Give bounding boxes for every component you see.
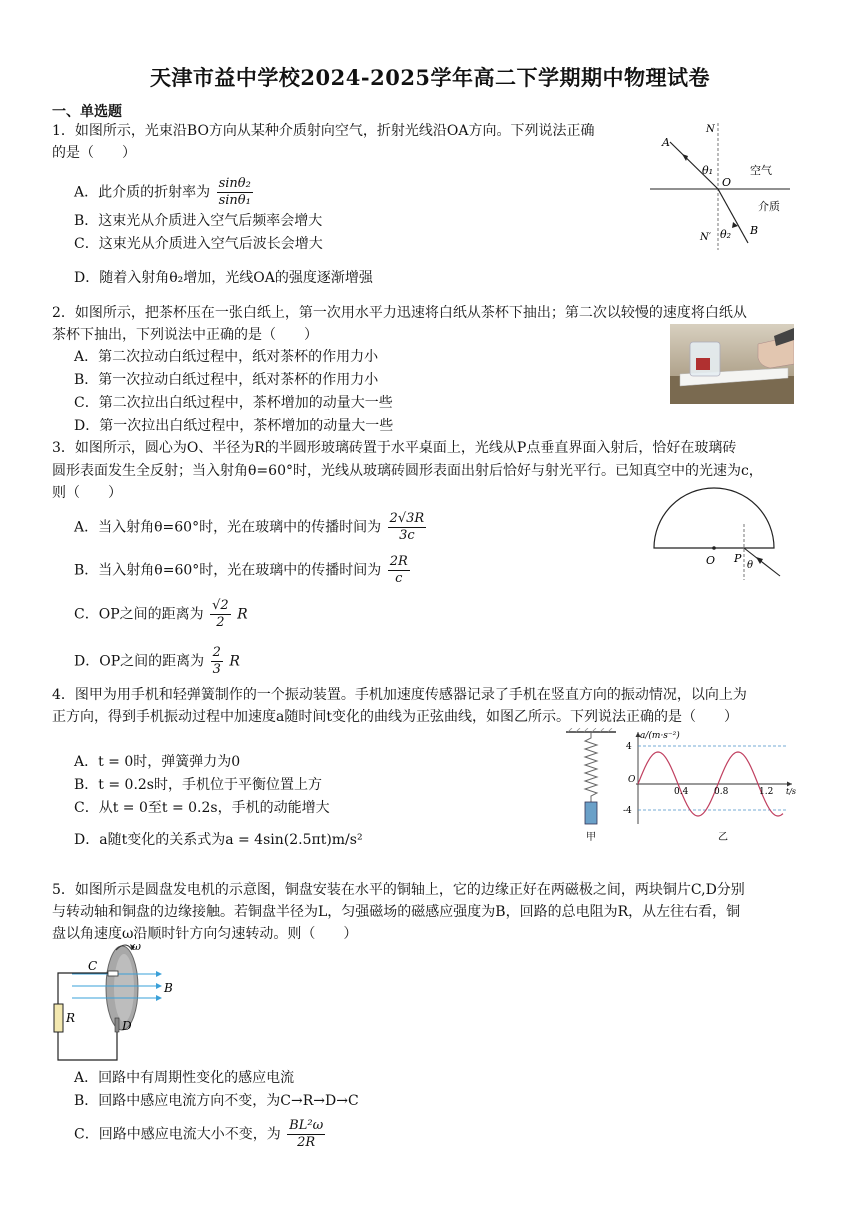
page-title: 天津市益中学校2024-2025学年高二下学期期中物理试卷 bbox=[149, 65, 711, 90]
q4-stem-line2: 正方向，得到手机振动过程中加速度a随时间t变化的曲线为正弦曲线，如图乙所示。下列说法正确的是（ ） bbox=[52, 709, 738, 725]
q3-option-d[interactable] bbox=[74, 645, 240, 678]
t-tick-3: 1.2 bbox=[759, 787, 774, 797]
fig-label-r: R bbox=[66, 1011, 76, 1025]
q3-option-d-den: 3 bbox=[212, 662, 221, 677]
section-heading: 一、单选题 bbox=[52, 104, 122, 120]
q1-option-c[interactable]: C．这束光从介质进入空气后波长会增大 bbox=[74, 236, 323, 252]
q3-option-a-fraction bbox=[388, 511, 427, 544]
spring bbox=[585, 732, 597, 802]
q3-stem-line2: 圆形表面发生全反射；当入射角θ=60°时，光线从玻璃砖圆形表面出射后恰好与射光平行。已知真空中的光速为c， bbox=[52, 463, 763, 479]
origin-label: O bbox=[628, 775, 636, 785]
q1-stem-line1: 1．如图所示，光束沿BO方向从某种介质射向空气，折射光线沿OA方向。下列说法正确 bbox=[52, 123, 595, 139]
t-tick-2: 0.8 bbox=[714, 787, 729, 797]
brush-c bbox=[108, 971, 118, 976]
q5-option-c[interactable] bbox=[74, 1118, 327, 1151]
t-axis-arrow bbox=[787, 782, 792, 787]
q3-option-c[interactable] bbox=[74, 598, 248, 631]
fig-label-omega: ω bbox=[132, 940, 141, 953]
q3-option-d-text: D．OP之间的距离为 bbox=[74, 653, 205, 670]
q5-disk-generator-figure bbox=[52, 936, 192, 1066]
phone bbox=[585, 802, 597, 824]
q4-stem-line1: 4．图甲为用手机和轻弹簧制作的一个振动装置。手机加速度传感器记录了手机在竖直方向的振动情况，以向上为 bbox=[52, 687, 747, 703]
y-tick-top: 4 bbox=[626, 742, 632, 752]
q3-option-d-r: R bbox=[229, 653, 240, 670]
fig-label-theta1: θ₁ bbox=[702, 164, 714, 177]
fig-label-yi: 乙 bbox=[718, 832, 728, 843]
q2-stem-line2: 茶杯下抽出，下列说法中正确的是（ ） bbox=[52, 327, 318, 343]
q3-option-d-fraction bbox=[211, 645, 223, 678]
fig-label-o: O bbox=[706, 554, 716, 567]
q2-option-d[interactable]: D．第一次拉出白纸过程中，茶杯增加的动量大一些 bbox=[74, 418, 394, 434]
center-dot bbox=[712, 546, 716, 550]
q3-semicircle-figure bbox=[648, 484, 788, 584]
q3-stem-line3: 则（ ） bbox=[52, 485, 122, 501]
fig-label-c: C bbox=[88, 959, 98, 973]
q2-option-b[interactable]: B．第一次拉动白纸过程中，纸对茶杯的作用力小 bbox=[74, 372, 379, 388]
q3-option-a-den: 3c bbox=[399, 528, 415, 543]
q1-option-a-text: A．此介质的折射率为 bbox=[74, 184, 211, 201]
fig-label-medium: 介质 bbox=[758, 200, 780, 213]
fig-label-b: B bbox=[164, 981, 173, 995]
t-tick-1: 0.4 bbox=[674, 787, 689, 797]
q3-option-c-text: C．OP之间的距离为 bbox=[74, 606, 204, 623]
q5-option-c-text: C．回路中感应电流大小不变，为 bbox=[74, 1126, 281, 1143]
disk-face bbox=[114, 954, 134, 1022]
q1-stem-line2: 的是（ ） bbox=[52, 145, 136, 161]
q3-option-c-fraction bbox=[210, 598, 231, 631]
q4-option-d[interactable]: D．a随t变化的关系式为a = 4sin(2.5πt)m/s² bbox=[74, 832, 363, 848]
q5-option-b[interactable]: B．回路中感应电流方向不变，为C→R→D→C bbox=[74, 1093, 359, 1109]
q5-option-c-den: 2R bbox=[297, 1135, 316, 1150]
q4-option-c[interactable]: C．从t = 0至t = 0.2s，手机的动能增大 bbox=[74, 800, 330, 816]
fig-label-n: N bbox=[706, 124, 715, 135]
fig-label-d: D bbox=[122, 1019, 132, 1033]
q4-option-a[interactable]: A．t = 0时，弹簧弹力为0 bbox=[74, 754, 241, 770]
brush-d bbox=[115, 1018, 119, 1032]
q1-refraction-figure bbox=[640, 118, 800, 254]
q1-option-a-num: sinθ₂ bbox=[218, 176, 251, 191]
q5-stem-line1: 5．如图所示是圆盘发电机的示意图，铜盘安装在水平的铜轴上，它的边缘正好在两磁极之间，两块铜片C,D分别 bbox=[52, 882, 745, 898]
q5-option-c-num: BL²ω bbox=[289, 1118, 324, 1133]
q3-option-c-r: R bbox=[237, 606, 248, 623]
q2-option-a[interactable]: A．第二次拉动白纸过程中，纸对茶杯的作用力小 bbox=[74, 349, 379, 365]
q5-option-c-fraction bbox=[287, 1118, 325, 1151]
q3-option-b-den: c bbox=[395, 571, 403, 586]
q3-option-a-num: 2√3R bbox=[389, 511, 425, 526]
q2-teacup-photo bbox=[670, 324, 794, 404]
q1-option-a-fraction bbox=[217, 176, 253, 209]
resistor bbox=[54, 1004, 63, 1032]
q5-option-a[interactable]: A．回路中有周期性变化的感应电流 bbox=[74, 1070, 295, 1086]
q2-option-c[interactable]: C．第二次拉出白纸过程中，茶杯增加的动量大一些 bbox=[74, 395, 393, 411]
fig-label-o: O bbox=[722, 176, 732, 189]
q5-stem-line3: 盘以角速度ω沿顺时针方向匀速转动。则（ ） bbox=[52, 926, 358, 942]
q3-option-b-fraction bbox=[388, 554, 410, 587]
fig-label-b: B bbox=[750, 224, 759, 237]
q3-option-b-num: 2R bbox=[389, 554, 408, 569]
q1-option-a-den: sinθ₁ bbox=[218, 193, 251, 208]
q5-stem-line2: 与转动轴和铜盘的边缘接触。若铜盘半径为L，匀强磁场的磁感应强度为B，回路的总电阻为R，从左往右看，铜 bbox=[52, 904, 741, 920]
cup-contents bbox=[696, 358, 710, 370]
q3-option-c-den: 2 bbox=[216, 615, 225, 630]
q1-option-b[interactable]: B．这束光从介质进入空气后频率会增大 bbox=[74, 213, 323, 229]
fig-label-p: P bbox=[734, 552, 742, 565]
fig-label-nprime: N′ bbox=[700, 232, 712, 243]
q3-option-a-text: A．当入射角θ=60°时，光在玻璃中的传播时间为 bbox=[74, 519, 382, 536]
q3-option-a[interactable] bbox=[74, 511, 428, 544]
fig-label-jia: 甲 bbox=[586, 832, 596, 843]
fig-label-air: 空气 bbox=[750, 164, 772, 177]
fig-label-a: A bbox=[662, 136, 670, 149]
q3-stem-line1: 3．如图所示，圆心为O、半径为R的半圆形玻璃砖置于水平桌面上，光线从P点垂直界面入射后，恰好在玻璃砖 bbox=[52, 440, 737, 456]
ray-oa-arrow bbox=[682, 154, 688, 161]
fig-label-theta2: θ₂ bbox=[720, 228, 732, 241]
q3-option-b-text: B．当入射角θ=60°时，光在玻璃中的传播时间为 bbox=[74, 562, 382, 579]
q4-option-b[interactable]: B．t = 0.2s时，手机位于平衡位置上方 bbox=[74, 777, 322, 793]
q3-option-c-num: √2 bbox=[212, 598, 229, 613]
q4-figure bbox=[560, 728, 800, 844]
q2-stem-line1: 2．如图所示，把茶杯压在一张白纸上，第一次用水平力迅速将白纸从茶杯下抽出；第二次以较慢的速度将白纸从 bbox=[52, 305, 747, 321]
field-arrows bbox=[156, 971, 162, 1001]
a-axis-label: a/(m·s⁻²) bbox=[640, 731, 680, 741]
y-tick-bottom: -4 bbox=[623, 806, 632, 816]
incident-arrow bbox=[756, 557, 763, 564]
t-axis-label: t/s bbox=[786, 787, 797, 796]
glass-semicircle bbox=[654, 488, 774, 548]
q3-option-b[interactable] bbox=[74, 554, 412, 587]
fig-label-theta: θ bbox=[747, 560, 754, 571]
q1-option-a[interactable] bbox=[74, 176, 255, 209]
q1-option-d[interactable]: D．随着入射角θ₂增加，光线OA的强度逐渐增强 bbox=[74, 270, 373, 286]
q3-option-d-num: 2 bbox=[212, 645, 221, 660]
